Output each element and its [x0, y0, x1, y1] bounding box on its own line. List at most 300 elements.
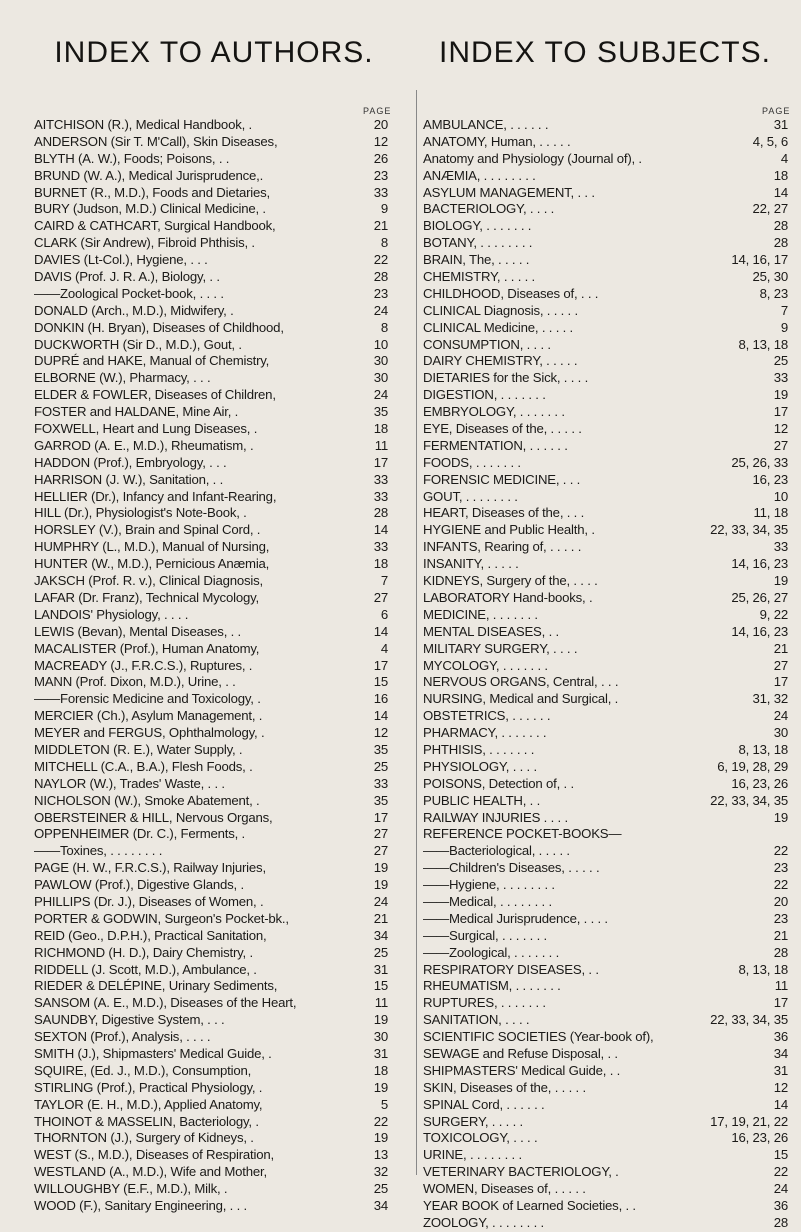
- subject-entry: [423, 269, 788, 286]
- author-entry: [34, 556, 388, 573]
- author-entry-page: 17: [373, 657, 388, 673]
- subject-entry: [423, 404, 788, 421]
- subject-entry-page: 21: [773, 640, 788, 656]
- author-entry-text: MANN (Prof. Dixon, M.D.), Urine, . .: [34, 674, 236, 690]
- subject-entry-text: POISONS, Detection of, . .: [423, 775, 574, 791]
- subject-entry-page: 22: [773, 877, 788, 893]
- subject-entry-text: Anatomy and Physiology (Journal of), .: [423, 150, 642, 166]
- author-entry: [34, 303, 388, 320]
- author-entry-text: FOXWELL, Heart and Lung Diseases, .: [34, 421, 258, 437]
- author-entry-text: ——Toxines, . . . . . . . .: [34, 843, 163, 859]
- subject-entry-text: PHARMACY, . . . . . . .: [423, 725, 547, 741]
- author-entry: [34, 218, 388, 235]
- subject-entry-text: YEAR BOOK of Learned Societies, . .: [423, 1198, 636, 1213]
- subject-entry: [423, 1097, 788, 1114]
- author-entry-page: 19: [373, 860, 388, 876]
- subject-entry-page: 25, 26, 27: [731, 589, 788, 605]
- author-entry-page: 30: [373, 1029, 388, 1045]
- author-entry: [34, 742, 388, 759]
- subject-entry-page: 28: [773, 944, 788, 960]
- subject-entry-text: OBSTETRICS, . . . . . .: [423, 708, 551, 724]
- subject-entry-text: RESPIRATORY DISEASES, . .: [423, 961, 599, 977]
- author-entry-page: 28: [373, 269, 388, 285]
- subject-entry-text: ASYLUM MANAGEMENT, . . .: [423, 184, 595, 200]
- subject-entry-text: NERVOUS ORGANS, Central, . . .: [423, 674, 619, 690]
- subject-entry: [423, 218, 788, 235]
- subject-entry: [423, 674, 788, 691]
- subject-entry-text: BACTERIOLOGY, . . . .: [423, 201, 555, 217]
- subject-entry-page: 17: [773, 674, 788, 690]
- author-entry: [34, 370, 388, 387]
- subject-entry-text: ZOOLOGY, . . . . . . . .: [423, 1214, 545, 1230]
- subjects-index-list: [423, 117, 788, 1232]
- author-entry: [34, 590, 388, 607]
- author-entry: [34, 1029, 388, 1046]
- subjects-index-title: INDEX TO SUBJECTS.: [439, 36, 771, 69]
- author-entry-page: 34: [373, 927, 388, 943]
- author-entry: [34, 438, 388, 455]
- author-entry-text: CLARK (Sir Andrew), Fibroid Phthisis, .: [34, 235, 255, 251]
- author-entry-page: 27: [373, 843, 388, 859]
- subject-entry-text: DIGESTION, . . . . . . .: [423, 387, 546, 403]
- subject-entry: [423, 894, 788, 911]
- subject-entry-text: DAIRY CHEMISTRY, . . . . .: [423, 353, 578, 369]
- subject-entry-text: FERMENTATION, . . . . . .: [423, 437, 568, 453]
- author-entry: [34, 489, 388, 506]
- subject-entry-page: 14: [773, 1096, 788, 1112]
- author-entry-text: WESTLAND (A., M.D.), Wife and Mother,: [34, 1164, 267, 1180]
- subject-entry: [423, 1080, 788, 1097]
- subject-entry-text: FOODS, . . . . . . .: [423, 454, 521, 470]
- author-entry-text: BLYTH (A. W.), Foods; Poisons, . .: [34, 150, 230, 166]
- author-entry-text: CAIRD & CATHCART, Surgical Handbook,: [34, 218, 276, 234]
- subject-entry-text: ——Children's Diseases, . . . . .: [423, 860, 600, 876]
- author-entry-page: 28: [373, 505, 388, 521]
- subject-entry: [423, 505, 788, 522]
- author-entry-text: HILL (Dr.), Physiologist's Note-Book, .: [34, 505, 247, 521]
- subject-entry-text: SANITATION, . . . .: [423, 1012, 530, 1028]
- subject-entry: [423, 556, 788, 573]
- author-entry-text: RIDDELL (J. Scott, M.D.), Ambulance, .: [34, 961, 257, 977]
- author-entry-text: HUMPHRY (L., M.D.), Manual of Nursing,: [34, 539, 270, 555]
- author-entry-page: 34: [373, 1198, 388, 1213]
- subject-entry: [423, 658, 788, 675]
- author-entry: [34, 911, 388, 928]
- author-entry-page: 33: [373, 471, 388, 487]
- author-entry-page: 26: [373, 150, 388, 166]
- subject-entry: [423, 1029, 788, 1046]
- subject-entry-text: ANATOMY, Human, . . . . .: [423, 133, 571, 149]
- author-entry-page: 31: [373, 1045, 388, 1061]
- subject-entry-text: VETERINARY BACTERIOLOGY, .: [423, 1164, 619, 1180]
- subject-entry: [423, 337, 788, 354]
- subject-entry-text: LABORATORY Hand-books, .: [423, 589, 593, 605]
- author-entry: [34, 1198, 388, 1215]
- author-entry-page: 8: [380, 319, 388, 335]
- author-entry-page: 27: [373, 589, 388, 605]
- subject-entry: [423, 1063, 788, 1080]
- subject-entry-page: 4: [780, 150, 788, 166]
- author-entry: [34, 674, 388, 691]
- author-entry-text: SQUIRE, (Ed. J., M.D.), Consumption,: [34, 1062, 252, 1078]
- author-entry-text: HELLIER (Dr.), Infancy and Infant-Rearing,: [34, 488, 277, 504]
- subject-entry-page: 33: [773, 370, 788, 386]
- author-entry-page: 23: [373, 285, 388, 301]
- author-entry: [34, 1181, 388, 1198]
- subject-entry: [423, 303, 788, 320]
- subject-entry-text: BOTANY, . . . . . . . .: [423, 235, 533, 251]
- author-entry-text: SAUNDBY, Digestive System, . . .: [34, 1012, 225, 1028]
- author-entry-text: HUNTER (W., M.D.), Pernicious Anæmia,: [34, 556, 270, 572]
- author-entry-text: DONALD (Arch., M.D.), Midwifery, .: [34, 302, 234, 318]
- author-entry: [34, 168, 388, 185]
- subject-entry-text: ——Zoological, . . . . . . .: [423, 944, 560, 960]
- author-entry-page: 33: [373, 488, 388, 504]
- subject-entry-text: EMBRYOLOGY, . . . . . . .: [423, 404, 565, 420]
- author-entry-page: 33: [373, 184, 388, 200]
- subject-entry: [423, 1181, 788, 1198]
- subject-entry-page: 30: [773, 725, 788, 741]
- subject-entry-text: ——Bacteriological, . . . . .: [423, 843, 570, 859]
- subject-entry-text: PHYSIOLOGY, . . . .: [423, 758, 537, 774]
- subject-entry-page: 28: [773, 218, 788, 234]
- subject-entry: [423, 387, 788, 404]
- subject-entry-page: 25, 30: [752, 269, 788, 285]
- subject-entry-page: 23: [773, 860, 788, 876]
- author-entry-text: DUPRÉ and HAKE, Manual of Chemistry,: [34, 353, 270, 369]
- author-entry-page: 6: [380, 606, 388, 622]
- subject-entry-text: HYGIENE and Public Health, .: [423, 522, 595, 538]
- subject-entry-text: BIOLOGY, . . . . . . .: [423, 218, 532, 234]
- subject-entry: [423, 370, 788, 387]
- author-entry: [34, 928, 388, 945]
- subject-entry-page: 18: [773, 167, 788, 183]
- author-entry-text: DUCKWORTH (Sir D., M.D.), Gout, .: [34, 336, 242, 352]
- subject-entry-page: 24: [773, 708, 788, 724]
- subject-entry: [423, 235, 788, 252]
- author-entry-page: 24: [373, 387, 388, 403]
- column-divider: [416, 90, 417, 1175]
- subject-entry-text: CHILDHOOD, Diseases of, . . .: [423, 285, 599, 301]
- author-entry-text: GARROD (A. E., M.D.), Rheumatism, .: [34, 437, 254, 453]
- author-entry-page: 17: [373, 454, 388, 470]
- author-entry-text: THOINOT & MASSELIN, Bacteriology, .: [34, 1113, 259, 1129]
- author-entry-page: 25: [373, 944, 388, 960]
- author-entry: [34, 877, 388, 894]
- author-entry-page: 20: [373, 117, 388, 132]
- author-entry-page: 12: [373, 133, 388, 149]
- subject-entry: [423, 725, 788, 742]
- subject-entry: [423, 134, 788, 151]
- subject-entry-text: ——Medical Jurisprudence, . . . .: [423, 910, 608, 926]
- subject-entry-text: SEWAGE and Refuse Disposal, . .: [423, 1045, 618, 1061]
- subject-entry: [423, 151, 788, 168]
- author-entry-text: NICHOLSON (W.), Smoke Abatement, .: [34, 792, 260, 808]
- subject-entry-page: 28: [773, 1214, 788, 1230]
- author-entry: [34, 1046, 388, 1063]
- author-entry-page: 25: [373, 1181, 388, 1197]
- subject-entry-page: 17: [773, 995, 788, 1011]
- author-entry-page: 18: [373, 421, 388, 437]
- author-entry-page: 7: [380, 573, 388, 589]
- author-entry-page: 13: [373, 1147, 388, 1163]
- subject-entry-page: 28: [773, 235, 788, 251]
- subject-entry: [423, 489, 788, 506]
- author-entry-page: 23: [373, 167, 388, 183]
- subject-entry: [423, 945, 788, 962]
- subject-entry: [423, 742, 788, 759]
- author-entry-page: 19: [373, 1079, 388, 1095]
- subject-entry: [423, 759, 788, 776]
- subject-entry-text: SCIENTIFIC SOCIETIES (Year-book of),: [423, 1029, 654, 1045]
- author-entry-text: PHILLIPS (Dr. J.), Diseases of Women, .: [34, 893, 264, 909]
- subject-entry-page: 11: [774, 978, 788, 994]
- author-entry-text: LEWIS (Bevan), Mental Diseases, . .: [34, 623, 242, 639]
- author-entry-page: 22: [373, 1113, 388, 1129]
- subject-entry-page: 7: [780, 302, 788, 318]
- subject-entry-page: 14, 16, 23: [731, 623, 788, 639]
- author-entry: [34, 1147, 388, 1164]
- subject-entry: [423, 793, 788, 810]
- author-entry: [34, 995, 388, 1012]
- subject-entry-page: 6, 19, 28, 29: [717, 758, 788, 774]
- subject-entry-text: RHEUMATISM, . . . . . . .: [423, 978, 561, 994]
- subject-entry: [423, 1198, 788, 1215]
- subject-entry: [423, 421, 788, 438]
- author-entry-page: 14: [373, 522, 388, 538]
- author-entry: [34, 624, 388, 641]
- subject-entry: [423, 320, 788, 337]
- author-entry: [34, 134, 388, 151]
- subject-entry-text: CONSUMPTION, . . . .: [423, 336, 551, 352]
- subject-entry: [423, 1130, 788, 1147]
- subject-entry: [423, 539, 788, 556]
- author-entry-text: REID (Geo., D.P.H.), Practical Sanitation,: [34, 927, 267, 943]
- subject-entry: [423, 438, 788, 455]
- author-entry: [34, 860, 388, 877]
- author-entry: [34, 404, 388, 421]
- author-entry-text: PAGE (H. W., F.R.C.S.), Railway Injuries,: [34, 860, 266, 876]
- subject-entry-text: PHTHISIS, . . . . . . .: [423, 741, 535, 757]
- subject-entry-page: 22: [773, 1164, 788, 1180]
- author-entry-page: 35: [373, 792, 388, 808]
- author-entry-text: BURY (Judson, M.D.) Clinical Medicine, .: [34, 201, 266, 217]
- subject-entry-page: 33: [773, 539, 788, 555]
- subject-entry-text: GOUT, . . . . . . . .: [423, 488, 518, 504]
- author-entry: [34, 522, 388, 539]
- subject-entry-page: 10: [773, 488, 788, 504]
- subject-entry: [423, 962, 788, 979]
- subject-entry-page: 27: [773, 437, 788, 453]
- author-entry: [34, 235, 388, 252]
- subject-entry-text: CLINICAL Diagnosis, . . . . .: [423, 302, 578, 318]
- subject-entry-text: URINE, . . . . . . . .: [423, 1147, 522, 1163]
- author-entry: [34, 658, 388, 675]
- author-entry: [34, 455, 388, 472]
- subject-entry-page: 19: [773, 809, 788, 825]
- author-entry: [34, 945, 388, 962]
- author-entry: [34, 1130, 388, 1147]
- author-entry-page: 22: [373, 252, 388, 268]
- subject-entry-page: 4, 5, 6: [752, 133, 788, 149]
- subject-entry: [423, 1046, 788, 1063]
- author-entry: [34, 691, 388, 708]
- author-entry-text: MACALISTER (Prof.), Human Anatomy,: [34, 640, 260, 656]
- author-entry: [34, 641, 388, 658]
- author-entry: [34, 843, 388, 860]
- author-entry: [34, 810, 388, 827]
- author-entry-text: DONKIN (H. Bryan), Diseases of Childhood,: [34, 319, 284, 335]
- subject-entry-text: MYCOLOGY, . . . . . . .: [423, 657, 548, 673]
- author-entry: [34, 708, 388, 725]
- subject-entry-text: SPINAL Cord, . . . . . .: [423, 1096, 545, 1112]
- subject-entry-text: FORENSIC MEDICINE, . . .: [423, 471, 581, 487]
- author-entry-text: DAVIS (Prof. J. R. A.), Biology, . .: [34, 269, 220, 285]
- author-entry-text: ANDERSON (Sir T. M'Call), Skin Diseases,: [34, 133, 278, 149]
- subject-entry-text: CHEMISTRY, . . . . .: [423, 269, 536, 285]
- author-entry-text: ELDER & FOWLER, Diseases of Children,: [34, 387, 276, 403]
- subject-entry-page: 19: [773, 573, 788, 589]
- subject-entry-page: 21: [773, 927, 788, 943]
- author-entry: [34, 962, 388, 979]
- author-entry-page: 33: [373, 775, 388, 791]
- subject-entry-text: DIETARIES for the Sick, . . . .: [423, 370, 589, 386]
- author-entry: [34, 607, 388, 624]
- author-entry-page: 27: [373, 826, 388, 842]
- subject-entry: [423, 607, 788, 624]
- author-entry-page: 24: [373, 302, 388, 318]
- subject-entry: [423, 201, 788, 218]
- author-entry-text: AITCHISON (R.), Medical Handbook, .: [34, 117, 252, 132]
- subject-entry-page: 8, 13, 18: [738, 741, 788, 757]
- subject-entry: [423, 860, 788, 877]
- author-entry-text: OPPENHEIMER (Dr. C.), Ferments, .: [34, 826, 246, 842]
- author-entry: [34, 185, 388, 202]
- author-entry: [34, 505, 388, 522]
- subject-entry: [423, 252, 788, 269]
- subject-entry: [423, 877, 788, 894]
- author-entry-page: 32: [373, 1164, 388, 1180]
- subject-entry: [423, 472, 788, 489]
- author-entry: [34, 1164, 388, 1181]
- subject-entry: [423, 928, 788, 945]
- authors-index-list: [34, 117, 388, 1215]
- author-entry-page: 30: [373, 353, 388, 369]
- subject-entry-text: RUPTURES, . . . . . . .: [423, 995, 546, 1011]
- subject-entry-page: 15: [773, 1147, 788, 1163]
- subject-entry: [423, 1164, 788, 1181]
- subject-entry-text: ——Hygiene, . . . . . . . .: [423, 877, 555, 893]
- author-entry-page: 16: [373, 691, 388, 707]
- author-entry-page: 9: [380, 201, 388, 217]
- author-entry-text: BURNET (R., M.D.), Foods and Dietaries,: [34, 184, 270, 200]
- subject-entry-text: BRAIN, The, . . . . .: [423, 252, 530, 268]
- author-entry-page: 35: [373, 404, 388, 420]
- author-entry: [34, 978, 388, 995]
- subject-entry-page: 14: [773, 184, 788, 200]
- author-entry-text: RIEDER & DELÉPINE, Urinary Sediments,: [34, 978, 278, 994]
- author-entry: [34, 387, 388, 404]
- subject-entry: [423, 117, 788, 134]
- subject-entry-page: 23: [773, 910, 788, 926]
- author-entry-page: 17: [373, 809, 388, 825]
- author-entry: [34, 1080, 388, 1097]
- author-entry-text: SANSOM (A. E., M.D.), Diseases of the Heart,: [34, 995, 297, 1011]
- author-entry-page: 15: [373, 978, 388, 994]
- author-entry: [34, 151, 388, 168]
- subject-entry-page: 22, 33, 34, 35: [710, 522, 788, 538]
- author-entry: [34, 894, 388, 911]
- subject-entry-page: 20: [773, 893, 788, 909]
- author-entry-text: OBERSTEINER & HILL, Nervous Organs,: [34, 809, 273, 825]
- author-entry-text: RICHMOND (H. D.), Dairy Chemistry, .: [34, 944, 253, 960]
- subject-entry-text: REFERENCE POCKET-BOOKS—: [423, 826, 622, 842]
- subject-entry: [423, 911, 788, 928]
- author-entry-page: 35: [373, 741, 388, 757]
- subject-entry-text: SHIPMASTERS' Medical Guide, . .: [423, 1062, 621, 1078]
- subject-entry: [423, 1215, 788, 1232]
- author-entry-text: MIDDLETON (R. E.), Water Supply, .: [34, 741, 243, 757]
- author-entry-text: MERCIER (Ch.), Asylum Management, .: [34, 708, 263, 724]
- subject-entry-page: 36: [773, 1029, 788, 1045]
- subject-entry-page: 19: [773, 387, 788, 403]
- subject-entry-page: 25, 26, 33: [731, 454, 788, 470]
- author-entry: [34, 759, 388, 776]
- author-entry-text: HORSLEY (V.), Brain and Spinal Cord, .: [34, 522, 261, 538]
- author-entry-text: PAWLOW (Prof.), Digestive Glands, .: [34, 877, 244, 893]
- subject-entry-text: KIDNEYS, Surgery of the, . . . .: [423, 573, 598, 589]
- subject-entry-page: 22: [773, 843, 788, 859]
- author-entry-page: 11: [374, 437, 388, 453]
- subject-entry-page: 16, 23: [752, 471, 788, 487]
- subject-entry-page: 31: [773, 117, 788, 132]
- authors-index-title: INDEX TO AUTHORS.: [54, 36, 374, 69]
- author-entry-text: JAKSCH (Prof. R. v.), Clinical Diagnosis,: [34, 573, 263, 589]
- author-entry-page: 4: [380, 640, 388, 656]
- author-entry-page: 11: [374, 995, 388, 1011]
- subject-entry: [423, 810, 788, 827]
- subject-entry-page: 34: [773, 1045, 788, 1061]
- subject-entry-page: 22, 33, 34, 35: [710, 792, 788, 808]
- author-entry: [34, 472, 388, 489]
- author-entry-page: 33: [373, 539, 388, 555]
- subject-entry-page: 14, 16, 17: [731, 252, 788, 268]
- author-entry: [34, 1114, 388, 1131]
- author-entry-text: LANDOIS' Physiology, . . . .: [34, 606, 189, 622]
- author-entry-page: 30: [373, 370, 388, 386]
- author-entry-text: WILLOUGHBY (E.F., M.D.), Milk, .: [34, 1181, 228, 1197]
- subject-entry-text: WOMEN, Diseases of, . . . . .: [423, 1181, 586, 1197]
- subject-entry-text: INFANTS, Rearing of, . . . . .: [423, 539, 582, 555]
- subject-entry-page: 12: [773, 1079, 788, 1095]
- author-entry-text: ——Zoological Pocket-book, . . . .: [34, 285, 224, 301]
- subject-entry-page: 16, 23, 26: [731, 775, 788, 791]
- author-entry: [34, 286, 388, 303]
- subject-entry: [423, 624, 788, 641]
- author-entry: [34, 1063, 388, 1080]
- author-entry: [34, 793, 388, 810]
- subject-entry: [423, 826, 788, 843]
- author-entry: [34, 725, 388, 742]
- author-entry-text: MITCHELL (C.A., B.A.), Flesh Foods, .: [34, 758, 253, 774]
- author-entry-page: 10: [373, 336, 388, 352]
- subjects-page-column-header: PAGE: [762, 106, 791, 116]
- subject-entry-page: 16, 23, 26: [731, 1130, 788, 1146]
- subject-entry-page: 17, 19, 21, 22: [710, 1113, 788, 1129]
- author-entry-text: WOOD (F.), Sanitary Engineering, . . .: [34, 1198, 247, 1213]
- subject-entry-page: 8, 13, 18: [738, 961, 788, 977]
- subject-entry: [423, 573, 788, 590]
